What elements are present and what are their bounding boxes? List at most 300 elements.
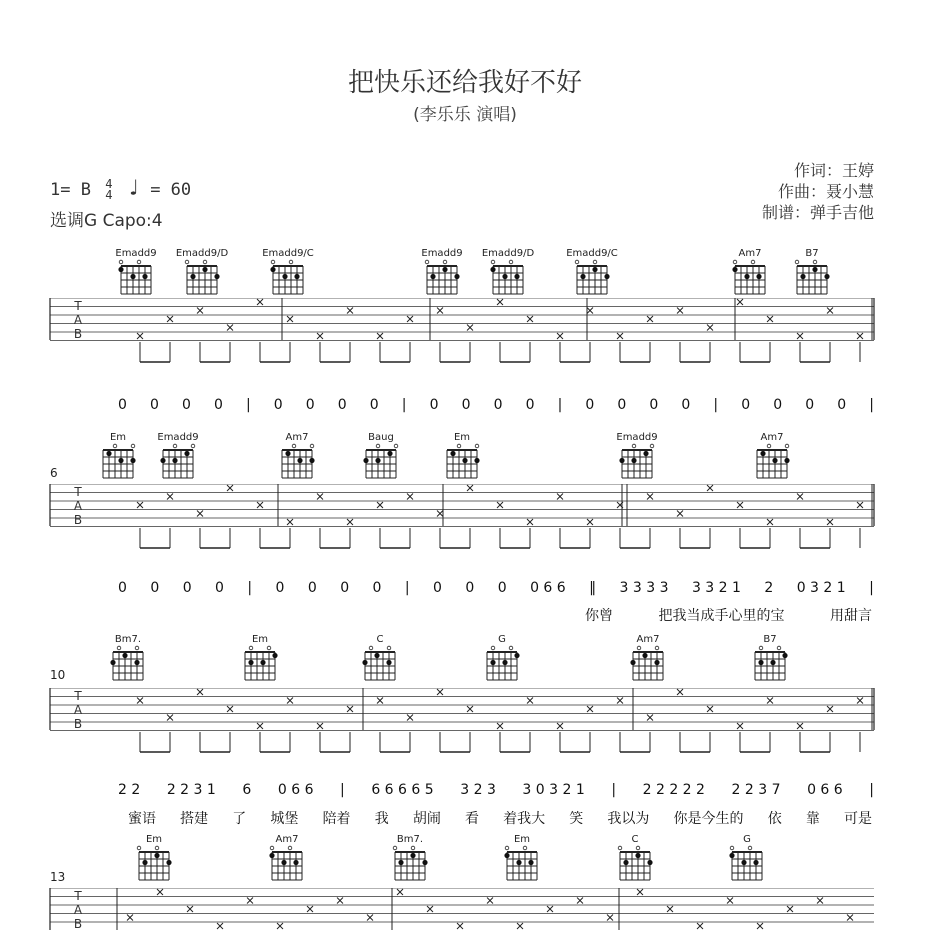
note-mark <box>557 723 563 729</box>
note-mark <box>347 519 353 525</box>
finger-dot <box>248 660 253 665</box>
jianpu-note: 0 <box>369 397 379 413</box>
finger-dot <box>770 660 775 665</box>
finger-dot <box>784 458 789 463</box>
jianpu-note: 0 <box>773 397 783 413</box>
jianpu-bar: | <box>611 782 617 798</box>
chord-diagram <box>374 834 446 884</box>
jianpu-note: 0 <box>307 580 317 596</box>
lyric-word: 我以为 <box>607 811 650 827</box>
jianpu-note: 0 <box>837 397 847 413</box>
jianpu-bar: | <box>869 782 874 798</box>
finger-dot <box>362 660 367 665</box>
chord-diagram <box>166 248 238 298</box>
tab-clef-letter: T <box>74 889 82 903</box>
note-mark <box>377 502 383 508</box>
chord-name: Emadd9/D <box>481 248 535 259</box>
jianpu-bar: | <box>713 397 719 413</box>
note-mark <box>637 889 643 895</box>
lyrics-row <box>585 605 872 625</box>
finger-dot <box>442 267 447 272</box>
jianpu-note: 0 <box>649 397 659 413</box>
note-mark <box>857 502 863 508</box>
song-subtitle: (李乐乐 演唱) <box>413 105 517 125</box>
key-signature <box>50 176 191 201</box>
note-mark <box>557 333 563 339</box>
chord-name: G <box>743 834 751 845</box>
chord-diagram <box>736 432 808 482</box>
lyrics-row <box>128 808 872 828</box>
note-mark <box>437 308 443 314</box>
chord-name: Bm7. <box>396 834 424 845</box>
jianpu-note: 0 <box>118 580 127 596</box>
note-mark <box>317 333 323 339</box>
jianpu-note: 0 <box>617 397 627 413</box>
tab-clef-letter: B <box>73 917 83 930</box>
note-mark <box>457 923 463 929</box>
note-mark <box>167 494 173 500</box>
note-mark <box>737 299 743 305</box>
note-mark <box>497 723 503 729</box>
finger-dot <box>270 267 275 272</box>
jianpu-note: 0 <box>681 397 691 413</box>
chord-name: Am7 <box>738 248 762 259</box>
chord-diagram <box>612 634 684 684</box>
finger-dot <box>635 853 640 858</box>
chord-name: Emadd9 <box>115 248 157 259</box>
note-mark <box>587 308 593 314</box>
note-mark <box>317 494 323 500</box>
finger-dot <box>184 451 189 456</box>
note-mark <box>307 906 313 912</box>
jianpu-note: 0 <box>497 580 507 596</box>
finger-dot <box>106 451 111 456</box>
note-mark <box>467 325 473 331</box>
note-mark <box>697 923 703 929</box>
chord-name: Emadd9/C <box>566 248 618 259</box>
chord-grid <box>599 844 671 884</box>
finger-dot <box>294 274 299 279</box>
note-mark <box>367 915 373 921</box>
note-mark <box>347 308 353 314</box>
finger-dot <box>756 274 761 279</box>
finger-dot <box>772 458 777 463</box>
note-mark <box>137 502 143 508</box>
note-mark <box>397 889 403 895</box>
finger-dot <box>630 660 635 665</box>
lyric-word: 城堡 <box>270 811 299 827</box>
finger-dot <box>142 860 147 865</box>
chord-grid <box>100 258 172 298</box>
chord-grid <box>251 844 323 884</box>
chord-name: Em <box>109 432 127 443</box>
chord-name: Emadd9/C <box>262 248 314 259</box>
tab-clef-letter: A <box>73 903 83 917</box>
chord-name: Bm7. <box>114 634 142 645</box>
jianpu-note: 0 <box>275 580 285 596</box>
note-mark <box>467 485 473 491</box>
note-mark <box>607 915 613 921</box>
note-mark <box>197 689 203 695</box>
jianpu-note: 0 <box>493 397 503 413</box>
note-mark <box>667 906 673 912</box>
finger-dot <box>130 274 135 279</box>
note-mark <box>527 519 533 525</box>
note-mark <box>377 698 383 704</box>
lyric-word: 依 <box>767 811 782 827</box>
note-mark <box>347 706 353 712</box>
chord-diagram <box>406 248 478 298</box>
chord-grid <box>406 258 478 298</box>
jianpu-note: 3 2 3 <box>460 782 496 798</box>
chord-grid <box>118 844 190 884</box>
key-text: 1= B <box>50 180 91 200</box>
finger-dot <box>118 458 123 463</box>
finger-dot <box>642 653 647 658</box>
chord-name: Am7 <box>636 634 660 645</box>
note-mark <box>817 898 823 904</box>
lyricist: 作词：王婷 <box>793 161 874 180</box>
chord-diagram <box>466 634 538 684</box>
note-mark <box>847 915 853 921</box>
note-mark <box>677 689 683 695</box>
finger-dot <box>430 274 435 279</box>
jianpu-bar: | <box>869 580 874 596</box>
tab-clef-letter: T <box>74 689 82 703</box>
jianpu-note: 0 6 6 <box>807 782 843 798</box>
tab-clef-letter: B <box>73 513 83 527</box>
finger-dot <box>160 458 165 463</box>
finger-dot <box>474 458 479 463</box>
note-mark <box>257 723 263 729</box>
time-bottom: 4 <box>105 188 113 202</box>
jianpu-note: 3 0 3 2 1 <box>522 782 585 798</box>
finger-dot <box>285 451 290 456</box>
jianpu-note: 2 2 <box>118 782 141 798</box>
note-mark <box>587 706 593 712</box>
finger-dot <box>374 653 379 658</box>
jianpu-bar: | <box>557 397 563 413</box>
tab-clef-letter: A <box>73 703 83 717</box>
chord-grid <box>374 844 446 884</box>
note-mark <box>317 723 323 729</box>
jianpu-bar: | <box>247 580 253 596</box>
lyric-word: 你曾 <box>585 608 613 624</box>
note-mark <box>707 706 713 712</box>
note-mark <box>587 519 593 525</box>
finger-dot <box>516 860 521 865</box>
jianpu-note: 0 <box>465 580 475 596</box>
finger-dot <box>422 860 427 865</box>
chord-grid <box>486 844 558 884</box>
capo-text: 选调G Capo:4 <box>50 211 163 231</box>
note-mark <box>497 502 503 508</box>
chord-diagram <box>344 634 416 684</box>
note-mark <box>857 698 863 704</box>
finger-dot <box>580 274 585 279</box>
note-mark <box>427 906 433 912</box>
lyric-word: 把我当成手心里的宝 <box>658 608 785 624</box>
system-number: 10 <box>50 668 66 682</box>
finger-dot <box>130 458 135 463</box>
note-mark <box>617 698 623 704</box>
note-mark <box>197 511 203 517</box>
note-mark <box>497 299 503 305</box>
note-mark <box>287 698 293 704</box>
chord-grid <box>711 844 783 884</box>
chord-diagram <box>486 834 558 884</box>
finger-dot <box>528 860 533 865</box>
chord-name: B7 <box>805 248 819 259</box>
jianpu-note: 0 <box>305 397 315 413</box>
finger-dot <box>398 860 403 865</box>
finger-dot <box>122 653 127 658</box>
chord-name: Am7 <box>285 432 309 443</box>
note-mark <box>737 723 743 729</box>
jianpu-row <box>118 397 874 413</box>
chord-name: C <box>376 634 384 645</box>
chord-grid <box>261 442 333 482</box>
finger-dot <box>502 660 507 665</box>
note-mark <box>797 333 803 339</box>
note-mark <box>257 299 263 305</box>
composer: 作曲：聂小慧 <box>777 182 874 201</box>
finger-dot <box>800 274 805 279</box>
note-mark <box>167 316 173 322</box>
chord-diagram <box>261 432 333 482</box>
chord-diagram <box>472 248 544 298</box>
chord-name: Emadd9/D <box>175 248 229 259</box>
jianpu-note: 2 2 3 7 <box>731 782 781 798</box>
chord-grid <box>345 442 417 482</box>
note-mark <box>407 316 413 322</box>
jianpu-note: 3 3 2 1 <box>691 580 741 596</box>
chord-name: Em <box>453 432 471 443</box>
jianpu-note: 0 <box>340 580 350 596</box>
jianpu-note: 0 <box>525 397 535 413</box>
finger-dot <box>824 274 829 279</box>
jianpu-note: 0 <box>273 397 283 413</box>
note-mark <box>677 511 683 517</box>
jianpu-note: 0 <box>118 397 127 413</box>
note-mark <box>787 906 793 912</box>
finger-dot <box>604 274 609 279</box>
finger-dot <box>514 653 519 658</box>
lyric-word: 着我大 <box>503 811 546 827</box>
tab-staff <box>0 688 930 818</box>
credits <box>762 160 874 223</box>
jianpu-note: 0 <box>741 397 751 413</box>
chord-grid <box>734 644 806 684</box>
note-mark <box>227 325 233 331</box>
finger-dot <box>619 458 624 463</box>
jianpu-note: 0 6 6 <box>530 580 566 596</box>
chord-diagram <box>734 634 806 684</box>
jianpu-note: 0 <box>805 397 815 413</box>
tab-staff <box>0 888 930 930</box>
note-mark <box>527 698 533 704</box>
jianpu-note: 0 <box>182 580 192 596</box>
jianpu-note: 0 <box>214 397 223 413</box>
finger-dot <box>490 267 495 272</box>
lyric-word: 蜜语 <box>128 811 156 827</box>
lyric-word: 我 <box>374 811 389 827</box>
finger-dot <box>375 458 380 463</box>
chord-diagram <box>426 432 498 482</box>
note-mark <box>767 316 773 322</box>
lyric-word: 靠 <box>805 811 820 827</box>
finger-dot <box>760 451 765 456</box>
chord-diagram <box>224 634 296 684</box>
chord-diagram <box>776 248 848 298</box>
chord-grid <box>252 258 324 298</box>
note-mark <box>617 333 623 339</box>
note-mark <box>437 511 443 517</box>
note-mark <box>827 706 833 712</box>
note-mark <box>407 715 413 721</box>
note-mark <box>127 915 133 921</box>
jianpu-note: 0 <box>150 397 159 413</box>
chord-name: B7 <box>763 634 777 645</box>
finger-dot <box>269 853 274 858</box>
tab-clef-letter: A <box>73 499 83 513</box>
jianpu-note: 0 <box>585 397 595 413</box>
chord-grid <box>736 442 808 482</box>
note-mark <box>517 923 523 929</box>
note-mark <box>407 494 413 500</box>
jianpu-bar: | <box>404 580 410 596</box>
finger-dot <box>363 458 368 463</box>
finger-dot <box>514 274 519 279</box>
note-mark <box>287 316 293 322</box>
note-mark <box>137 333 143 339</box>
note-mark <box>467 706 473 712</box>
note-mark <box>257 502 263 508</box>
system-number: 6 <box>50 466 58 480</box>
lyric-word: 用甜言 <box>830 608 872 624</box>
note-mark <box>137 698 143 704</box>
note-mark <box>727 898 733 904</box>
chord-diagram <box>599 834 671 884</box>
finger-dot <box>729 853 734 858</box>
finger-dot <box>450 451 455 456</box>
jianpu-bar: | <box>401 397 407 413</box>
note-mark <box>217 923 223 929</box>
note-mark <box>337 898 343 904</box>
chord-grid <box>556 258 628 298</box>
finger-dot <box>293 860 298 865</box>
arranger: 制谱：弹手吉他 <box>761 203 874 222</box>
note-mark <box>767 519 773 525</box>
jianpu-note: 0 <box>215 580 224 596</box>
chord-grid <box>224 644 296 684</box>
chord-diagram <box>251 834 323 884</box>
chord-name: Em <box>513 834 531 845</box>
finger-dot <box>454 274 459 279</box>
chord-name: Emadd9 <box>421 248 463 259</box>
tab-clef-letter: T <box>74 299 82 313</box>
jianpu-note: 0 <box>461 397 471 413</box>
chord-grid <box>776 258 848 298</box>
jianpu-note: 0 <box>337 397 347 413</box>
chord-name: G <box>498 634 506 645</box>
finger-dot <box>592 267 597 272</box>
chord-diagram <box>345 432 417 482</box>
jianpu-note: 0 <box>429 397 439 413</box>
chord-grid <box>612 644 684 684</box>
jianpu-note: 3 3 3 3 <box>619 580 669 596</box>
lyric-word: 胡闹 <box>412 811 441 827</box>
note-mark <box>577 898 583 904</box>
finger-dot <box>282 274 287 279</box>
finger-dot <box>309 458 314 463</box>
tempo-text: = 60 <box>150 180 192 200</box>
jianpu-note: 6 <box>242 782 252 798</box>
note-mark <box>247 898 253 904</box>
jianpu-bar: ‖ <box>589 580 597 596</box>
chord-diagram <box>100 248 172 298</box>
note-mark <box>677 308 683 314</box>
chord-diagram <box>601 432 673 482</box>
lyric-word: 陪着 <box>322 811 351 827</box>
chord-grid <box>142 442 214 482</box>
finger-dot <box>172 458 177 463</box>
finger-dot <box>654 660 659 665</box>
chord-grid <box>166 258 238 298</box>
lyric-word: 了 <box>232 811 247 827</box>
finger-dot <box>134 660 139 665</box>
note-mark <box>647 316 653 322</box>
chord-name: Emadd9 <box>157 432 199 443</box>
finger-dot <box>387 451 392 456</box>
note-mark <box>737 502 743 508</box>
finger-dot <box>190 274 195 279</box>
lyric-word: 你是今生的 <box>673 811 744 827</box>
chord-name: Em <box>145 834 163 845</box>
chord-name: Am7 <box>275 834 299 845</box>
note-mark <box>767 698 773 704</box>
finger-dot <box>782 653 787 658</box>
quarter-note-icon: ♩ <box>126 176 140 201</box>
finger-dot <box>631 458 636 463</box>
jianpu-note: 2 2 3 1 <box>166 782 216 798</box>
note-mark <box>757 923 763 929</box>
note-mark <box>157 889 163 895</box>
tab-clef-letter: T <box>74 485 82 499</box>
finger-dot <box>462 458 467 463</box>
note-mark <box>227 485 233 491</box>
chord-grid <box>344 644 416 684</box>
note-mark <box>187 906 193 912</box>
finger-dot <box>643 451 648 456</box>
system-number: 13 <box>50 870 66 884</box>
chord-diagram <box>142 432 214 482</box>
note-mark <box>547 906 553 912</box>
note-mark <box>647 494 653 500</box>
jianpu-row <box>118 580 874 596</box>
note-mark <box>647 715 653 721</box>
jianpu-note: 0 <box>150 580 160 596</box>
jianpu-row <box>118 782 874 798</box>
finger-dot <box>812 267 817 272</box>
time-top: 4 <box>105 177 113 191</box>
jianpu-note: 0 6 6 <box>277 782 314 798</box>
note-mark <box>827 308 833 314</box>
lyric-word: 可是 <box>843 811 872 827</box>
finger-dot <box>118 267 123 272</box>
chord-name: Em <box>251 634 269 645</box>
jianpu-note: 0 3 2 1 <box>796 580 846 596</box>
